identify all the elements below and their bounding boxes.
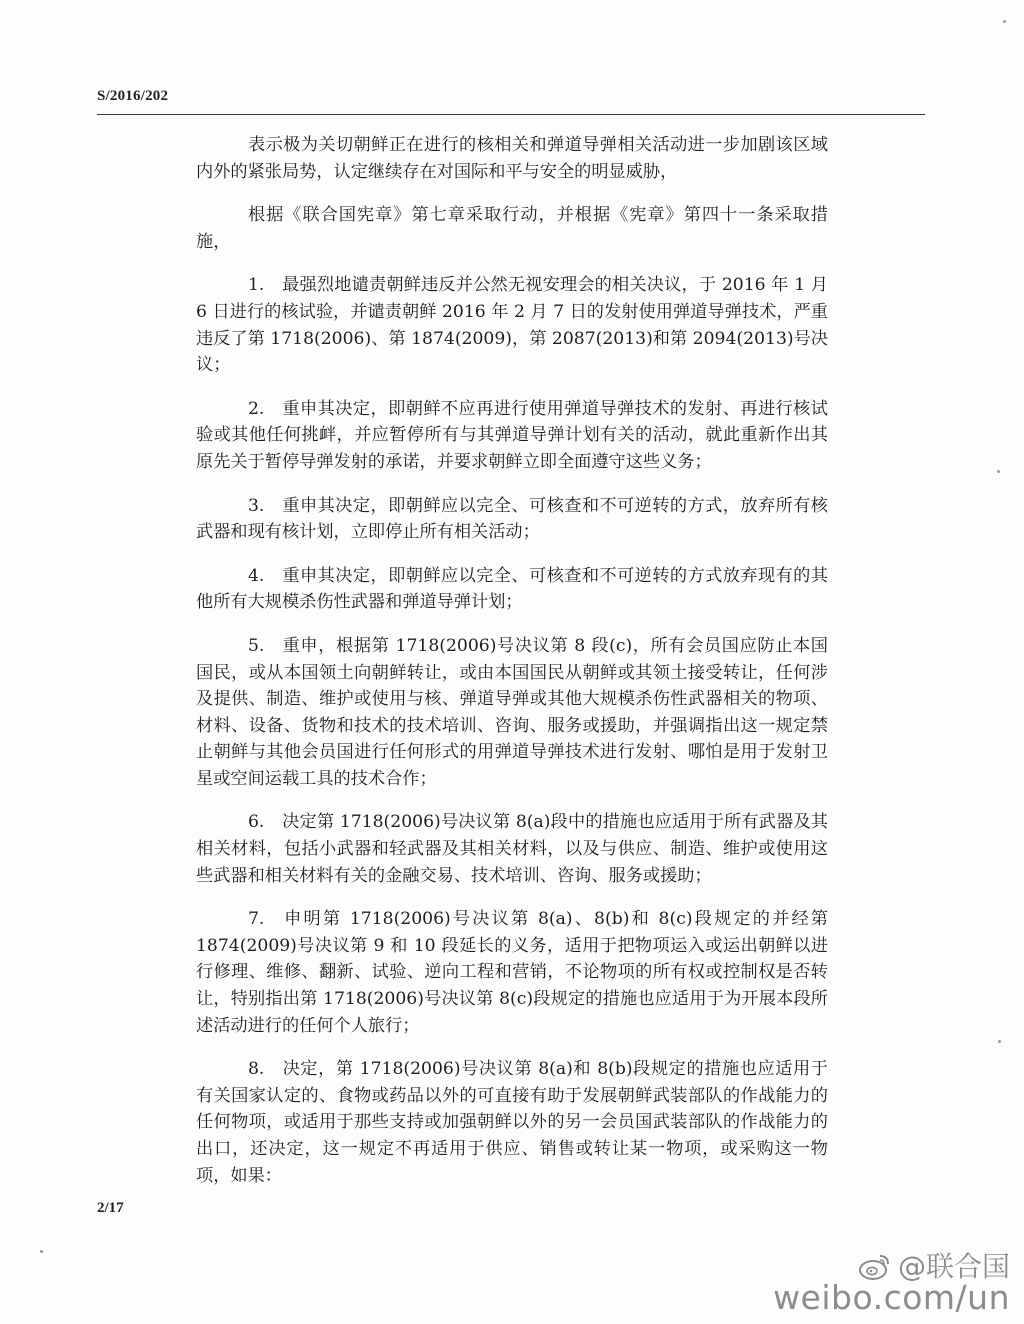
weibo-watermark: [773, 1251, 1010, 1316]
document-symbol: S/2016/202: [97, 88, 169, 104]
watermark-account: @联合国: [897, 1249, 1010, 1283]
preamble-paragraph: [196, 132, 828, 185]
operative-paragraph: [196, 396, 828, 476]
operative-paragraph: [196, 809, 828, 889]
paragraph-number: 4.: [248, 565, 265, 586]
preamble-paragraph: [196, 202, 828, 255]
watermark-account-row: [773, 1251, 1010, 1281]
paragraph-number: 2.: [248, 398, 265, 419]
document-body: [196, 132, 828, 1206]
paragraph-number: 6.: [248, 812, 265, 833]
paragraph-text: 根据《联合国宪章》第七章采取行动，并根据《宪章》第四十一条采取措施，: [196, 205, 828, 252]
paragraph-text: 申明第 1718(2006)号决议第 8(a)、8(b)和 8(c)段规定的并经第 1874(2009)号决议第 9 和 10 段延长的义务，适用于把物项运入或运出朝鲜以进行修理、维修、翻新、试验、逆向工程和营销，不论物项的所有权或控制权是否转让，特别指出第 1718(2006)号决议第 8(c)段规定的措施也应适用于为开展本段所述活动进行的任何个人旅行；: [196, 909, 828, 1036]
paragraph-number: 8.: [248, 1059, 265, 1080]
paragraph-number: 1.: [248, 275, 265, 296]
paragraph-text: 决定，第 1718(2006)号决议第 8(a)和 8(b)段规定的措施也应适用于有关国家认定的、食物或药品以外的可直接有助于发展朝鲜武装部队的作战能力的任何物项，或适用于那些支持或加强朝鲜以外的另一会员国武装部队的作战能力的出口，还决定，这一规定不再适用于供应、销售或转让某一物项，或采购这一物项，如果：: [196, 1059, 828, 1186]
paragraph-text: 重申，根据第 1718(2006)号决议第 8 段(c)，所有会员国应防止本国国民，或从本国领土向朝鲜转让，或由本国国民从朝鲜或其领土接受转让，任何涉及提供、制造、维护或使用与核、弹道导弹或其他大规模杀伤性武器相关的物项、材料、设备、货物和技术的技术培训、咨询、服务或援助，并强调指出这一规定禁止朝鲜与其他会员国进行任何形式的用弹道导弹技术进行发射、哪怕是用于发射卫星或空间运载工具的技术合作；: [196, 635, 828, 789]
scan-speck: [997, 470, 1000, 473]
paragraph-number: 3.: [248, 495, 265, 516]
paragraph-number: 5.: [248, 635, 265, 656]
operative-paragraph: [196, 633, 828, 793]
operative-paragraph: [196, 493, 828, 546]
operative-paragraph: [196, 563, 828, 616]
operative-paragraph: [196, 1056, 828, 1189]
paragraph-text: 重申其决定，即朝鲜应以完全、可核查和不可逆转的方式放弃现有的其他所有大规模杀伤性武器和弹道导弹计划；: [196, 565, 828, 613]
operative-paragraph: [196, 906, 828, 1039]
paragraph-text: 重申其决定，即朝鲜应以完全、可核查和不可逆转的方式，放弃所有核武器和现有核计划，立即停止所有相关活动；: [196, 495, 828, 543]
weibo-logo-icon: [858, 1251, 892, 1281]
header-rule: [97, 114, 925, 115]
operative-paragraph: [196, 272, 828, 378]
scan-speck: [40, 1250, 43, 1253]
paragraph-text: 表示极为关切朝鲜正在进行的核相关和弹道导弹相关活动进一步加剧该区域内外的紧张局势，认定继续存在对国际和平与安全的明显威胁，: [196, 135, 828, 182]
paragraph-text: 决定第 1718(2006)号决议第 8(a)段中的措施也应适用于所有武器及其相关材料，包括小武器和轻武器及其相关材料，以及与供应、制造、维护或使用这些武器和相关材料有关的金融交易、技术培训、咨询、服务或援助；: [196, 812, 828, 886]
watermark-site: weibo.com/un: [773, 1278, 1010, 1318]
paragraph-text: 重申其决定，即朝鲜不应再进行使用弹道导弹技术的发射、再进行核试验或其他任何挑衅，并应暂停所有与其弹道导弹计划有关的活动，就此重新作出其原先关于暂停导弹发射的承诺，并要求朝鲜立即全面遵守这些义务；: [196, 398, 828, 472]
page-number: 2/17: [97, 1200, 124, 1216]
scan-speck: [1003, 20, 1006, 23]
scan-speck: [998, 1040, 1001, 1043]
paragraph-text: 最强烈地谴责朝鲜违反并公然无视安理会的相关决议，于 2016 年 1 月 6 日进行的核试验，并谴责朝鲜 2016 年 2 月 7 日的发射使用弹道导弹技术，严重违反了第 1718(2006)、第 1874(2009)，第 2087(2013)和第 2094(2013)号决议；: [196, 275, 828, 376]
paragraph-number: 7.: [248, 909, 265, 930]
